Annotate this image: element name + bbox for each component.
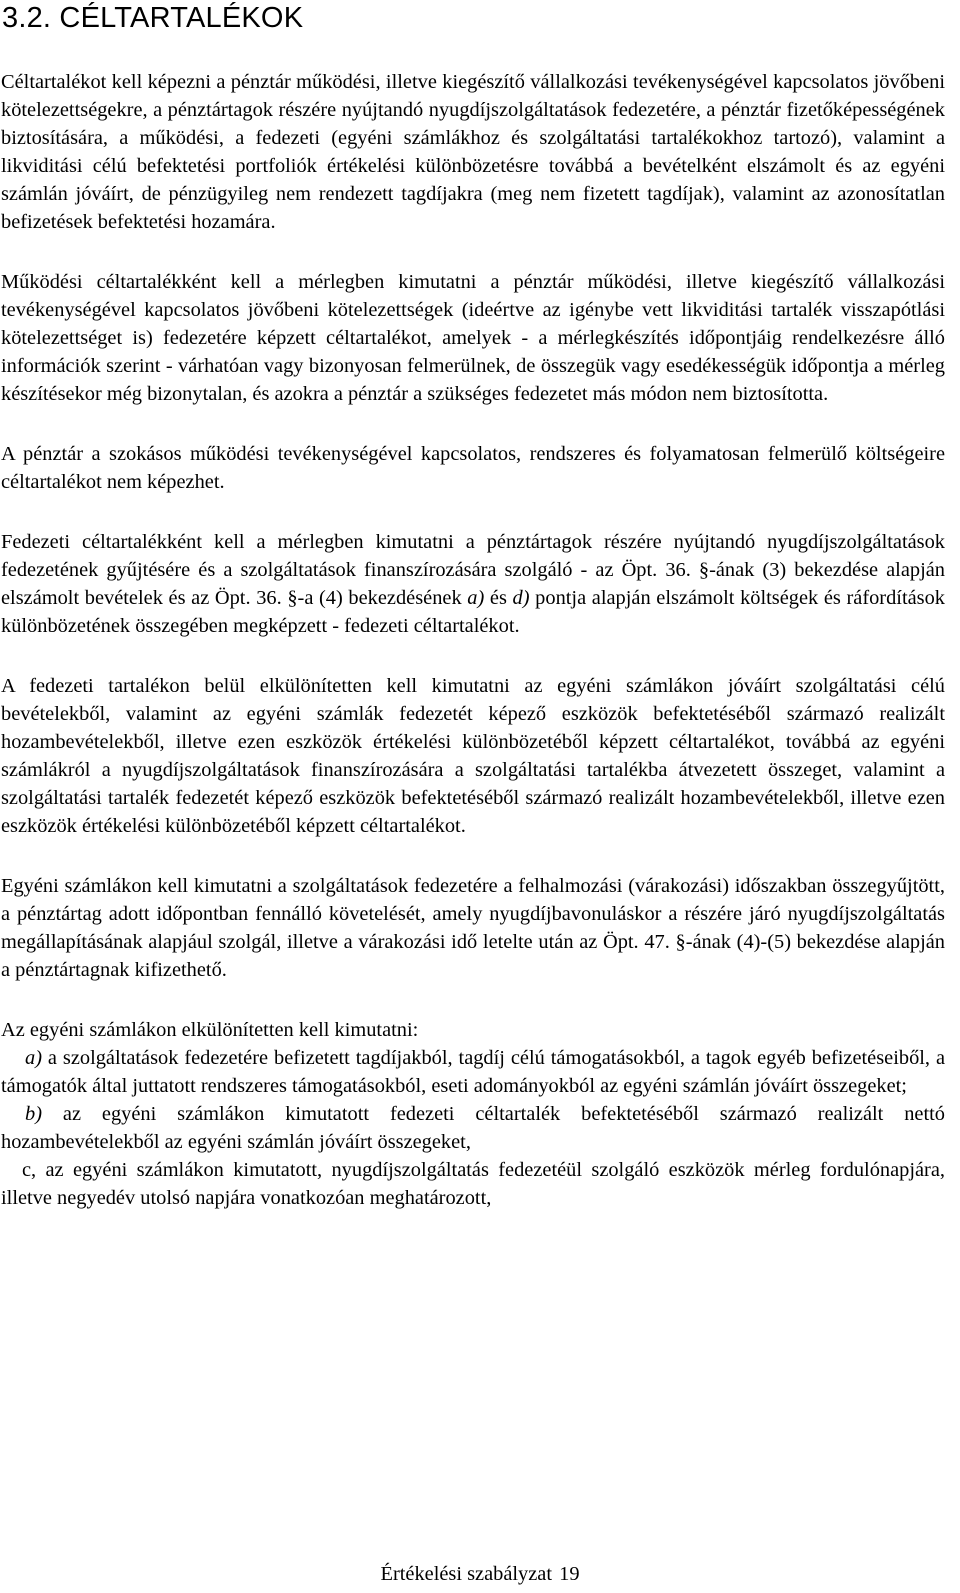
paragraph-individual-accounts: Egyéni számlákon kell kimutatni a szolgáltatások fedezetére a felhalmozási (várakozási) időszakban összegyűjtött, a pénztártag adott időpontban fennálló követelését, amely nyugdíjbavonuláskor a részére járó nyugdíjszolgáltatás megállapításának alapjául szolgál, illetve a várakozási idő letelte után az Öpt. 47. §-ának (4)-(5) bekezdése alapján a pénztártagnak kifizethető. [1, 875, 945, 981]
list-item-label: b) [25, 1103, 42, 1125]
paragraph-provisions-general: Céltartalékot kell képezni a pénztár működési, illetve kiegészítő vállalkozási tevékenységével kapcsolatos jövőbeni kötelezettségekre, a pénztártagok részére nyújtandó nyugdíjszolgáltatások fedezetére, a pénztár fizetőképességének biztosítására, a működési, a fedezeti (egyéni számlákhoz és szolgáltatási tartalékokhoz tartozó), valamint a likviditási célú befektetési portfoliók értékelési különbözetésre továbbá a bevételként elszámolt és az egyéni számlán jóváírt, de pénzügyileg nem rendezett tagdíjakra (meg nem fizetett tagdíjak), valamint az azonosítatlan befizetések befektetési hozamára. [1, 71, 945, 233]
paragraph-text: és [484, 587, 513, 609]
list-item-text: az egyéni számlákon kimutatott fedezeti céltartalék befektetéséből származó realizált nettó hozambevételekből az egyéni számlán jóváírt összegeket, [1, 1103, 945, 1153]
list-item-label: a) [25, 1047, 42, 1069]
list-intro: Az egyéni számlákon elkülönítetten kell kimutatni: [1, 1019, 419, 1041]
list-item-a [1, 1044, 945, 1100]
paragraph-separate-reserve: A fedezeti tartalékon belül elkülönítetten kell kimutatni az egyéni számlákon jóváírt szolgáltatási célú bevételekből, valamint az egyéni számlák fedezetét képező eszközök befektetéséből származó realizált hozambevételekből, illetve ezen eszközök értékelési különbözetéből képzett céltartalékot, továbbá az egyéni számlákról a nyugdíjszolgáltatások finanszírozására a szolgáltatási tartalékba átvezetett összeget, valamint a szolgáltatási tartalék fedezetét képező eszközök befektetéséből származó realizált hozambevételekből, illetve ezen eszközök értékelési különbözetéből képzett céltartalékot. [1, 675, 945, 837]
paragraph-text: Fedezeti céltartalékként kell a mérlegben kimutatni a pénztártagok részére nyújtandó nyugdíjszolgáltatások fedezetének gyűjtésére és a szolgáltatások finanszírozására szolgáló - az Öpt. 36. §-ának (3) bekezdése alapján elszámolt bevételek és az Öpt. 36. §-a (4) bekezdésének [1, 531, 945, 609]
page-number: 19 [559, 1563, 580, 1585]
footer-title: Értékelési szabályzat [380, 1563, 553, 1585]
page-footer [0, 1560, 960, 1588]
list-item-text: a szolgáltatások fedezetére befizetett tagdíjakból, tagdíj célú támogatásokból, a tagok egyéb befizetéseiből, a támogatók által juttatott rendszeres támogatásokból, eseti adományokból az egyéni számlán jóváírt összegeket; [1, 1047, 945, 1097]
section-heading: 3.2. CÉLTARTALÉKOK [2, 2, 304, 34]
paragraph-no-provision-costs: A pénztár a szokásos működési tevékenységével kapcsolatos, rendszeres és folyamatosan felmerülő költségeire céltartalékot nem képezhet. [1, 443, 945, 493]
document-body [1, 68, 945, 1212]
paragraph-text: pontja alapján elszámolt költségek és ráfordítások különbözetének összegében megképzett - fedezeti céltartalékot. [1, 587, 945, 637]
paragraph-operating-provisions: Működési céltartalékként kell a mérlegben kimutatni a pénztár működési, illetve kiegészítő vállalkozási tevékenységével kapcsolatos jövőbeni kötelezettségek (ideértve az igénybe vett likviditási tartalék visszapótlási kötelezettséget is) fedezetére képzett céltartalékot, amelyek - a mérlegkészítés időpontjáig rendelkezésre álló információk szerint - várhatóan vagy bizonyosan felmerülnek, de összegük vagy esedékességük időpontja a mérleg készítésekor még bizonytalan, és azokra a pénztár a szükséges fedezetet más módon nem biztosította. [1, 271, 945, 405]
list-item-b [1, 1100, 945, 1156]
italic-point-a: a) [467, 587, 485, 609]
italic-point-d: d) [512, 587, 530, 609]
list-item-c: c, az egyéni számlákon kimutatott, nyugdíjszolgáltatás fedezetéül szolgáló eszközök mérleg fordulónapjára, illetve negyedév utolsó napjára vonatkozóan meghatározott, [1, 1159, 945, 1209]
paragraph-coverage-provisions [1, 528, 945, 640]
